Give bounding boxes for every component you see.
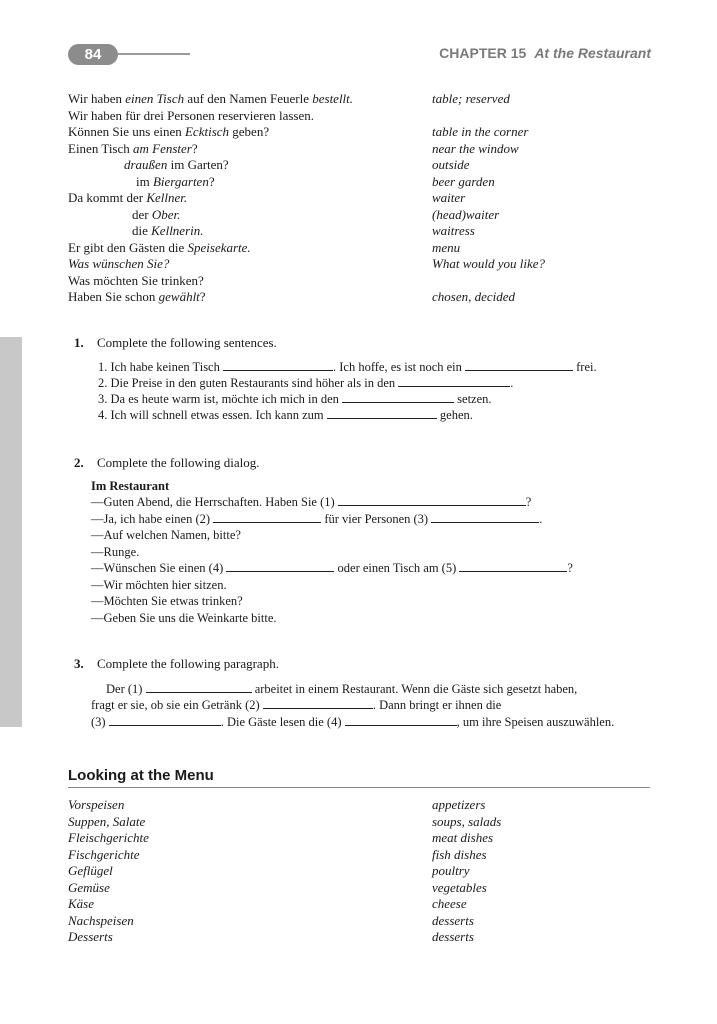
answer-blank[interactable]: [465, 360, 573, 371]
vocab-row: [68, 190, 668, 207]
vocab-german: Was möchten Sie trinken?: [68, 272, 204, 288]
menu-german: Fischgerichte: [68, 846, 140, 862]
vocab-row: [68, 174, 668, 191]
dialog-line-5: —Wünschen Sie einen (4) oder einen Tisch am (5) ?: [91, 561, 573, 575]
menu-vocab-list: [68, 797, 668, 946]
menu-german: Geflügel: [68, 863, 113, 878]
menu-english: fish dishes: [432, 846, 487, 862]
vocab-german: Haben Sie schon gewählt?: [68, 289, 206, 304]
answer-blank[interactable]: [459, 561, 567, 572]
menu-german: Nachspeisen: [68, 912, 134, 928]
vocab-english: waiter: [432, 190, 466, 205]
chapter-title: At the Restaurant: [534, 45, 651, 61]
section-rule: [68, 787, 650, 788]
answer-blank[interactable]: [345, 715, 457, 726]
vocab-english: table in the corner: [432, 124, 529, 139]
menu-german: Suppen, Salate: [68, 813, 146, 829]
vocab-row: [68, 91, 668, 108]
vocab-english: waitress: [432, 223, 475, 238]
side-tab: [0, 337, 22, 727]
exercise-1-sentence-1: 1. Ich habe keinen Tisch . Ich hoffe, es ist noch ein frei.: [98, 360, 597, 374]
vocab-row: [68, 273, 668, 290]
vocab-english: What would you like?: [432, 256, 546, 271]
vocab-english: beer garden: [432, 173, 495, 189]
menu-row: [68, 797, 668, 814]
chapter-label: CHAPTER 15: [439, 45, 527, 61]
answer-blank[interactable]: [342, 392, 454, 403]
vocab-row: [68, 207, 668, 224]
vocab-english: outside: [432, 157, 470, 172]
vocab-german: die Kellnerin.: [132, 223, 204, 238]
dialog-line-3: —Auf welchen Namen, bitte?: [91, 528, 241, 542]
menu-german: Desserts: [68, 929, 113, 944]
answer-blank[interactable]: [109, 715, 221, 726]
menu-english: desserts: [432, 912, 474, 928]
vocab-list: [68, 91, 668, 306]
vocab-row: [68, 240, 668, 257]
menu-english: meat dishes: [432, 830, 494, 845]
answer-blank[interactable]: [327, 408, 437, 419]
page-number: 84: [68, 44, 118, 65]
section-heading: Looking at the Menu: [68, 767, 214, 784]
menu-row: [68, 929, 668, 946]
vocab-german: Einen Tisch am Fenster?: [68, 140, 198, 156]
exercise-2-title: 2. Complete the following dialog.: [74, 455, 260, 470]
vocab-german: draußen im Garten?: [124, 157, 229, 172]
menu-row: [68, 863, 668, 880]
menu-row: [68, 847, 668, 864]
menu-english: desserts: [432, 929, 474, 944]
vocab-english: chosen, decided: [432, 289, 516, 304]
header-rule: [118, 53, 190, 55]
exercise-1-title: 1. Complete the following sentences.: [74, 335, 277, 350]
menu-english: cheese: [432, 896, 467, 911]
vocab-row: [68, 108, 668, 125]
exercise-3-title: 3. Complete the following paragraph.: [74, 656, 279, 671]
exercise-number: 2.: [74, 455, 84, 470]
answer-blank[interactable]: [263, 698, 373, 709]
menu-german: Vorspeisen: [68, 797, 125, 812]
vocab-english: (head)waiter: [432, 206, 500, 222]
exercise-number: 3.: [74, 656, 84, 671]
vocab-row: [68, 157, 668, 174]
vocab-row: [68, 124, 668, 141]
vocab-german: der Ober.: [132, 206, 181, 222]
vocab-row: [68, 289, 668, 306]
paragraph-line-2: fragt er sie, ob sie ein Getränk (2) . Dann bringt er ihnen die: [91, 698, 502, 712]
paragraph-line-1: Der (1) arbeitet in einem Restaurant. Wenn die Gäste sich gesetzt haben,: [106, 682, 578, 696]
menu-german: Käse: [68, 896, 94, 911]
answer-blank[interactable]: [226, 561, 334, 572]
vocab-english: near the window: [432, 140, 519, 156]
vocab-german: Da kommt der Kellner.: [68, 190, 188, 205]
menu-row: [68, 880, 668, 897]
menu-row: [68, 913, 668, 930]
vocab-german: Können Sie uns einen Ecktisch geben?: [68, 124, 270, 139]
vocab-german: Was wünschen Sie?: [68, 256, 170, 271]
dialog-line-4: —Runge.: [91, 545, 140, 559]
exercise-1-sentence-3: 3. Da es heute warm ist, möchte ich mich in den setzen.: [98, 392, 492, 406]
vocab-german: Er gibt den Gästen die Speisekarte.: [68, 239, 251, 255]
vocab-german: Wir haben einen Tisch auf den Namen Feuerle bestellt.: [68, 91, 354, 106]
vocab-english: menu: [432, 239, 461, 255]
menu-row: [68, 830, 668, 847]
answer-blank[interactable]: [213, 512, 321, 523]
answer-blank[interactable]: [431, 512, 539, 523]
dialog-line-8: —Geben Sie uns die Weinkarte bitte.: [91, 611, 277, 625]
vocab-english: table; reserved: [432, 91, 510, 106]
vocab-german: im Biergarten?: [136, 173, 215, 189]
menu-row: [68, 814, 668, 831]
menu-row: [68, 896, 668, 913]
dialog-line-7: —Möchten Sie etwas trinken?: [91, 594, 243, 608]
menu-english: soups, salads: [432, 813, 502, 829]
exercise-1-sentence-2: 2. Die Preise in den guten Restaurants sind höher als in den .: [98, 376, 514, 390]
answer-blank[interactable]: [338, 495, 526, 506]
answer-blank[interactable]: [398, 376, 510, 387]
menu-german: Gemüse: [68, 879, 110, 895]
paragraph-line-3: (3) . Die Gäste lesen die (4) , um ihre Speisen auszuwählen.: [91, 715, 615, 729]
vocab-row: [68, 256, 668, 273]
menu-english: appetizers: [432, 797, 486, 812]
dialog-line-6: —Wir möchten hier sitzen.: [91, 578, 227, 592]
menu-english: poultry: [432, 863, 470, 878]
vocab-row: [68, 223, 668, 240]
dialog-subtitle: Im Restaurant: [91, 479, 170, 493]
menu-english: vegetables: [432, 879, 487, 895]
dialog-line-1: —Guten Abend, die Herrschaften. Haben Sie (1) ?: [91, 495, 532, 509]
exercise-1-sentence-4: 4. Ich will schnell etwas essen. Ich kann zum gehen.: [98, 408, 473, 422]
menu-german: Fleischgerichte: [68, 830, 149, 845]
answer-blank[interactable]: [223, 360, 333, 371]
dialog-line-2: —Ja, ich habe einen (2) für vier Personen (3) .: [91, 512, 543, 526]
vocab-german: Wir haben für drei Personen reservieren lassen.: [68, 107, 315, 123]
chapter-heading: [439, 45, 651, 61]
exercise-number: 1.: [74, 335, 84, 350]
vocab-row: [68, 141, 668, 158]
answer-blank[interactable]: [146, 682, 252, 693]
